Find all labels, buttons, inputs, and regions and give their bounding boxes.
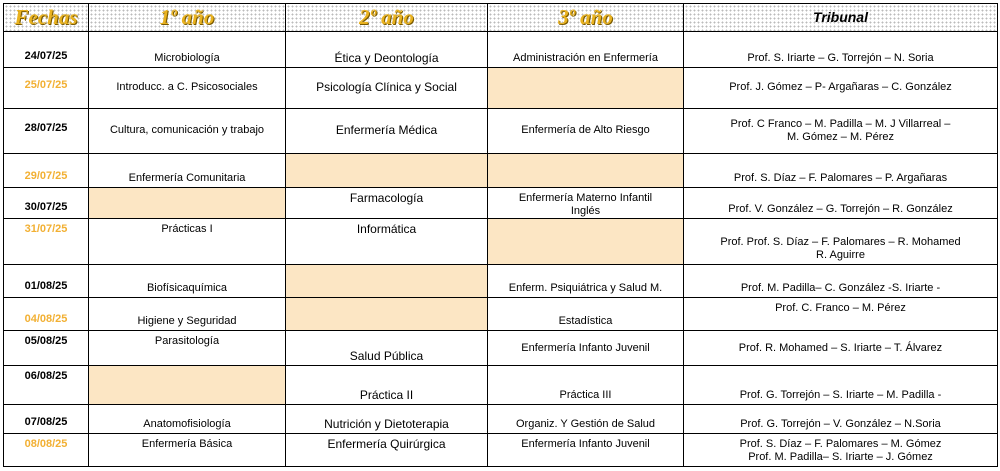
first-year-cell: Introducc. a C. Psicosociales [89,68,286,108]
date-cell: 29/07/25 [4,153,89,187]
third-year-cell: Enfermería Infanto Juvenil [488,331,684,366]
header-tercer-anio: 3º año [488,4,684,32]
tribunal-cell [684,433,998,466]
table-row [4,404,998,433]
table-row [4,331,998,366]
header-tribunal: Tribunal [684,4,998,32]
second-year-cell: Enfermería Quirúrgica [286,433,488,466]
third-year-cell: Enfermería Infanto Juvenil [488,433,684,466]
tribunal-cell: Prof. G. Torrejón – S. Iriarte – M. Padilla - [684,366,998,404]
tribunal-cell [684,219,998,264]
third-year-cell-empty [488,153,684,187]
second-year-cell: Farmacología [286,188,488,219]
tribunal-line: Prof. M. Padilla– S. Iriarte – J. Gómez [748,450,933,463]
first-year-cell-empty [89,188,286,219]
table-row [4,297,998,330]
first-year-cell: Microbiología [89,32,286,68]
date-cell: 31/07/25 [4,219,89,264]
third-year-cell-empty [488,68,684,108]
third-year-line: Enfermería Materno Infantil [518,192,653,205]
third-year-line: Inglés [570,205,601,218]
third-year-cell: Organiz. Y Gestión de Salud [488,404,684,433]
header-fechas: Fechas [4,4,89,32]
date-cell: 04/08/25 [4,297,89,330]
date-cell: 30/07/25 [4,188,89,219]
table-row [4,108,998,153]
tribunal-line: R. Aguirre [816,248,865,261]
table-row [4,264,998,297]
date-cell: 05/08/25 [4,331,89,366]
third-year-cell [488,188,684,219]
tribunal-cell: Prof. V. González – G. Torrejón – R. González [684,188,998,219]
first-year-cell: Enfermería Básica [89,433,286,466]
table-row [4,32,998,68]
second-year-cell: Enfermería Médica [286,108,488,153]
date-cell: 25/07/25 [4,68,89,108]
third-year-cell: Enferm. Psiquiátrica y Salud M. [488,264,684,297]
date-cell: 06/08/25 [4,366,89,404]
tribunal-cell: Prof. R. Mohamed – S. Iriarte – T. Álvarez [684,331,998,366]
date-cell: 28/07/25 [4,108,89,153]
third-year-cell: Administración en Enfermería [488,32,684,68]
third-year-cell-empty [488,219,684,264]
first-year-cell: Biofísicaquímica [89,264,286,297]
tribunal-cell [684,108,998,153]
third-year-cell: Enfermería de Alto Riesgo [488,108,684,153]
date-cell: 07/08/25 [4,404,89,433]
date-cell: 08/08/25 [4,433,89,466]
date-cell: 01/08/25 [4,264,89,297]
third-year-cell: Estadística [488,297,684,330]
tribunal-cell: Prof. S. Díaz – F. Palomares – P. Argañaras [684,153,998,187]
first-year-cell: Anatomofisiología [89,404,286,433]
first-year-cell: Cultura, comunicación y trabajo [89,108,286,153]
header-row [4,4,998,32]
first-year-cell: Parasitología [89,331,286,366]
table-row [4,153,998,187]
first-year-cell: Higiene y Seguridad [89,297,286,330]
first-year-cell: Enfermería Comunitaria [89,153,286,187]
second-year-cell-empty [286,297,488,330]
tribunal-line: Prof. S. Díaz – F. Palomares – M. Gómez [739,437,942,450]
third-year-cell: Práctica III [488,366,684,404]
tribunal-cell: Prof. S. Iriarte – G. Torrejón – N. Soria [684,32,998,68]
tribunal-line: Prof. C Franco – M. Padilla – M. J Villarreal – [730,117,951,130]
second-year-cell: Psicología Clínica y Social [286,68,488,108]
second-year-cell: Práctica II [286,366,488,404]
table-row [4,366,998,404]
header-primer-anio: 1º año [89,4,286,32]
table-row [4,219,998,264]
tribunal-line: M. Gómez – M. Pérez [787,130,894,143]
date-cell: 24/07/25 [4,32,89,68]
second-year-cell: Salud Pública [286,331,488,366]
exam-schedule-table [3,3,998,467]
tribunal-cell: Prof. G. Torrejón – V. González – N.Soria [684,404,998,433]
second-year-cell: Informática [286,219,488,264]
table-row [4,433,998,466]
tribunal-cell: Prof. M. Padilla– C. González -S. Iriarte - [684,264,998,297]
second-year-cell: Ética y Deontología [286,32,488,68]
table-row [4,188,998,219]
first-year-cell-empty [89,366,286,404]
header-segundo-anio: 2º año [286,4,488,32]
tribunal-line: Prof. Prof. S. Díaz – F. Palomares – R. Mohamed [720,235,961,248]
first-year-cell: Prácticas I [89,219,286,264]
table-row [4,68,998,108]
tribunal-cell: Prof. J. Gómez – P- Argañaras – C. González [684,68,998,108]
second-year-cell-empty [286,264,488,297]
second-year-cell-empty [286,153,488,187]
second-year-cell: Nutrición y Dietoterapia [286,404,488,433]
tribunal-cell: Prof. C. Franco – M. Pérez [684,297,998,330]
